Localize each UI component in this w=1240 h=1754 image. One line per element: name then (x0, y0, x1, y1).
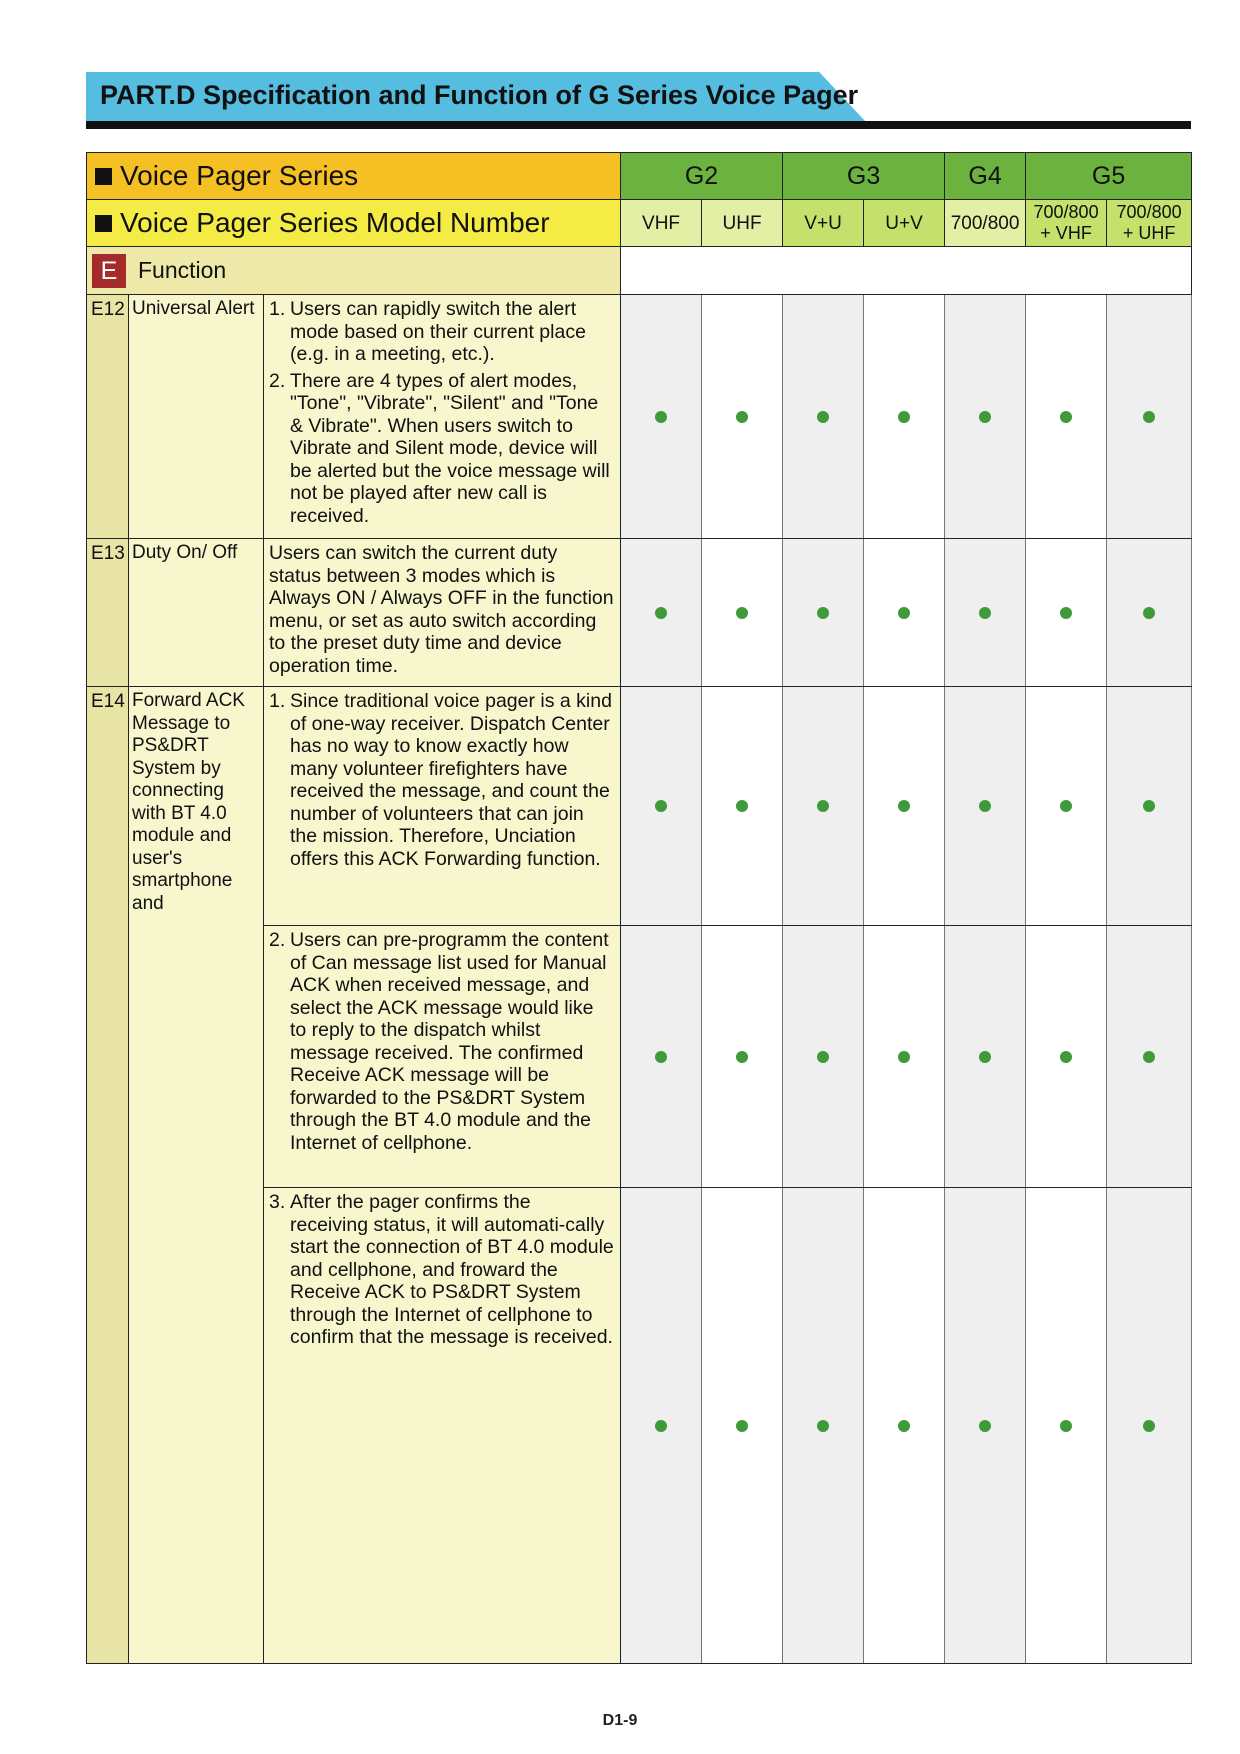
supported-dot-icon (736, 411, 748, 423)
model-label-cell (87, 200, 621, 247)
support-cell-700-800-uhf (1107, 926, 1192, 1188)
support-cell-u-v (864, 539, 945, 687)
support-cell-uhf (702, 295, 783, 539)
support-cell-700-800 (945, 295, 1026, 539)
series-g5: G5 (1026, 153, 1192, 200)
supported-dot-icon (1143, 1420, 1155, 1432)
support-cell-v-u (783, 1188, 864, 1664)
supported-dot-icon (817, 800, 829, 812)
supported-dot-icon (1143, 1051, 1155, 1063)
function-section-blank (621, 247, 1192, 295)
description-text: Users can pre-programm the content of Can message list used for Manual ACK when received message, and select the ACK message would like to reply to the dispatch whilst message received. The confirmed Receive ACK message will be forwarded to the PS&DRT System through the BT 4.0 module and the Internet of cellphone. (290, 929, 609, 1154)
supported-dot-icon (655, 800, 667, 812)
row-code: E12 (87, 295, 129, 539)
model-700-800-uhf: 700/800 + UHF (1107, 200, 1192, 247)
supported-dot-icon (1143, 607, 1155, 619)
supported-dot-icon (736, 1420, 748, 1432)
table-row-e14-1 (87, 687, 1192, 926)
supported-dot-icon (655, 411, 667, 423)
support-cell-700-800 (945, 687, 1026, 926)
row-description (264, 539, 621, 687)
support-cell-vhf (621, 539, 702, 687)
function-section-cell (87, 247, 621, 295)
supported-dot-icon (1060, 1420, 1072, 1432)
supported-dot-icon (817, 411, 829, 423)
series-g2: G2 (621, 153, 783, 200)
support-cell-700-800-uhf (1107, 1188, 1192, 1664)
supported-dot-icon (1143, 411, 1155, 423)
series-g4: G4 (945, 153, 1026, 200)
header-rule (86, 121, 1191, 129)
series-label: Voice Pager Series (120, 160, 359, 191)
model-header-row (87, 200, 1192, 247)
support-cell-700-800 (945, 539, 1026, 687)
row-description: 1. Since traditional voice pager is a kind of one-way receiver. Dispatch Center has no way to know exactly how many volunteer firefighters have received the message, and count the number of volunteers that can join the mission. Therefore, Unciation offers this ACK Forwarding function. (264, 687, 621, 926)
supported-dot-icon (979, 1420, 991, 1432)
spec-table (86, 152, 1192, 1664)
supported-dot-icon (736, 1051, 748, 1063)
support-cell-700-800-uhf (1107, 687, 1192, 926)
table-row-e12 (87, 295, 1192, 539)
supported-dot-icon (817, 607, 829, 619)
supported-dot-icon (1060, 607, 1072, 619)
model-vhf: VHF (621, 200, 702, 247)
support-cell-700-800-uhf (1107, 295, 1192, 539)
part-title: PART.D Specification and Function of G Series Voice Pager (100, 80, 859, 110)
support-cell-vhf (621, 926, 702, 1188)
model-uhf: UHF (702, 200, 783, 247)
supported-dot-icon (655, 1420, 667, 1432)
model-label: Voice Pager Series Model Number (120, 207, 550, 238)
support-cell-uhf (702, 539, 783, 687)
page-number: D1-9 (602, 1712, 638, 1729)
support-cell-v-u (783, 539, 864, 687)
support-cell-u-v (864, 295, 945, 539)
row-name: Duty On/ Off (129, 539, 264, 687)
supported-dot-icon (979, 800, 991, 812)
bullet-square-icon (95, 168, 112, 185)
support-cell-vhf (621, 1188, 702, 1664)
series-header-row (87, 153, 1192, 200)
supported-dot-icon (817, 1420, 829, 1432)
supported-dot-icon (898, 1420, 910, 1432)
description-text: Users can rapidly switch the alert mode based on their current place (e.g. in a meeting, etc.). (290, 298, 586, 365)
support-cell-700-800 (945, 1188, 1026, 1664)
supported-dot-icon (898, 607, 910, 619)
description-text: There are 4 types of alert modes, "Tone", "Vibrate", "Silent" and "Tone & Vibrate". When users switch to Vibrate and Silent mode, device will be alerted but the voice message will not be played after new call is received. (290, 369, 610, 527)
supported-dot-icon (898, 1051, 910, 1063)
support-cell-700-800-vhf (1026, 687, 1107, 926)
supported-dot-icon (1060, 800, 1072, 812)
model-v-u: V+U (783, 200, 864, 247)
section-e-badge: E (92, 254, 126, 288)
support-cell-700-800-vhf (1026, 295, 1107, 539)
support-cell-v-u (783, 926, 864, 1188)
row-name: Universal Alert (129, 295, 264, 539)
row-description: 1. Users can rapidly switch the alert mode based on their current place (e.g. in a meeting, etc.). 2. There are 4 types of alert modes, "Tone", "Vibrate", "Silent" and "Tone & Vibrate". When users switch to Vibrate and Silent mode, device will be alerted but the voice message will not be played after new call is received. (264, 295, 621, 539)
supported-dot-icon (736, 800, 748, 812)
row-code: E14 (87, 687, 129, 1664)
row-code: E13 (87, 539, 129, 687)
supported-dot-icon (1060, 411, 1072, 423)
supported-dot-icon (1143, 800, 1155, 812)
support-cell-700-800-vhf (1026, 926, 1107, 1188)
model-700-800: 700/800 (945, 200, 1026, 247)
row-description: 3. After the pager confirms the receiving status, it will automati-cally start the connection of BT 4.0 module and cellphone, and froward the Receive ACK to PS&DRT System through the Internet of cellphone to confirm that the message is received. (264, 1188, 621, 1664)
supported-dot-icon (979, 411, 991, 423)
description-text: Users can switch the current duty status between 3 modes which is Always ON / Always OFF in the function menu, or set as auto switch according to the preset duty time and device operation time. (269, 542, 614, 677)
series-label-cell (87, 153, 621, 200)
row-description: 2. Users can pre-programm the content of Can message list used for Manual ACK when received message, and select the ACK message would like to reply to the dispatch whilst message received. The confirmed Receive ACK message will be forwarded to the PS&DRT System through the BT 4.0 module and the Internet of cellphone. (264, 926, 621, 1188)
table-row-e13 (87, 539, 1192, 687)
supported-dot-icon (817, 1051, 829, 1063)
supported-dot-icon (1060, 1051, 1072, 1063)
supported-dot-icon (898, 800, 910, 812)
series-g3: G3 (783, 153, 945, 200)
description-text: Since traditional voice pager is a kind of one-way receiver. Dispatch Center has no way to know exactly how many volunteer firefighters have received the message, and count the number of volunteers that can join the mission. Therefore, Unciation offers this ACK Forwarding function. (290, 690, 612, 870)
support-cell-u-v (864, 687, 945, 926)
model-700-800-vhf: 700/800 + VHF (1026, 200, 1107, 247)
supported-dot-icon (898, 411, 910, 423)
supported-dot-icon (979, 607, 991, 619)
support-cell-700-800-vhf (1026, 539, 1107, 687)
support-cell-uhf (702, 687, 783, 926)
support-cell-700-800-uhf (1107, 539, 1192, 687)
support-cell-u-v (864, 1188, 945, 1664)
supported-dot-icon (979, 1051, 991, 1063)
support-cell-vhf (621, 687, 702, 926)
support-cell-700-800-vhf (1026, 1188, 1107, 1664)
support-cell-uhf (702, 1188, 783, 1664)
row-name: Forward ACK Message to PS&DRT System by connecting with BT 4.0 module and user's smartphone and (129, 687, 264, 1664)
support-cell-v-u (783, 687, 864, 926)
support-cell-uhf (702, 926, 783, 1188)
section-title: Function (138, 257, 227, 283)
support-cell-700-800 (945, 926, 1026, 1188)
support-cell-v-u (783, 295, 864, 539)
supported-dot-icon (655, 1051, 667, 1063)
support-cell-u-v (864, 926, 945, 1188)
model-u-v: U+V (864, 200, 945, 247)
description-text: After the pager confirms the receiving status, it will automati-cally start the connection of BT 4.0 module and cellphone, and froward the Receive ACK to PS&DRT System through the Internet of cellphone to confirm that the message is received. (290, 1191, 614, 1348)
function-section-row (87, 247, 1192, 295)
supported-dot-icon (655, 607, 667, 619)
bullet-square-icon (95, 215, 112, 232)
support-cell-vhf (621, 295, 702, 539)
supported-dot-icon (736, 607, 748, 619)
